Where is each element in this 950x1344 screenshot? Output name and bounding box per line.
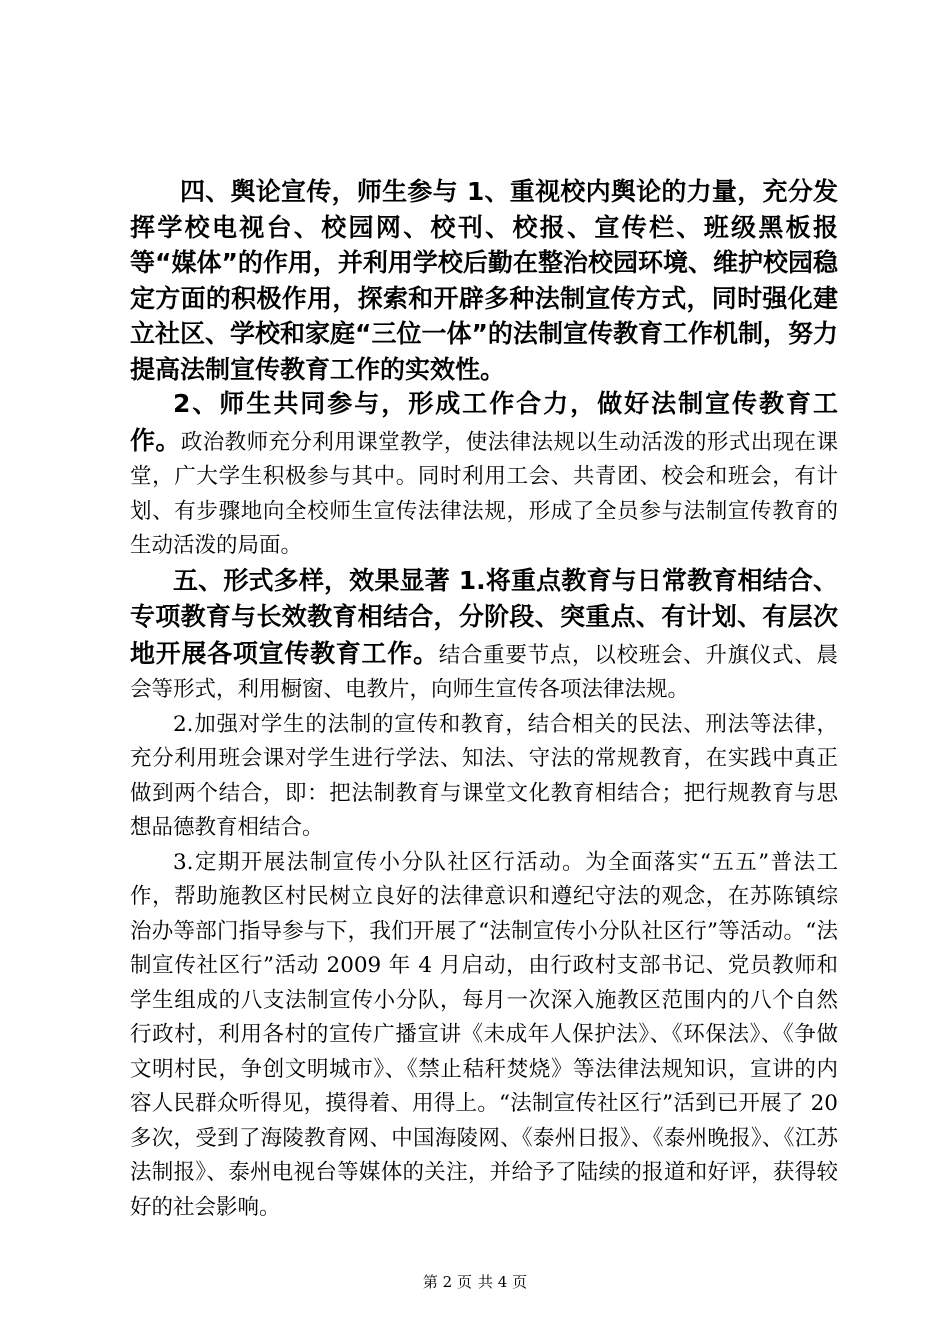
paragraph-community-activity bbox=[130, 846, 838, 1226]
paragraph-lead: 2、师生共同参与，形成工作合力，做好法制宣传教育工作。 bbox=[130, 389, 838, 455]
paragraph-text: 3.定期开展法制宣传小分队社区行活动。为全面落实“五五”普法工作，帮助施教区村民树立良好的法律意识和遵纪守法的观念，在苏陈镇综治办等部门指导参与下，我们开展了“法制宣传小分队社区行”等活动。“法制宣传社区行”活动 2009 年 4 月启动，由行政村支部书记、党员教师和学生组成的八支法制宣传小分队，每月一次深入施教区范围内的八个自然行政村，利用各村的宣传广播宣讲《未成年人保护法》、《环保法》、《争做文明村民，争创文明城市》、《禁止秸秆焚烧》等法律法规知识，宣讲的内容人民群众听得见，摸得着、用得上。“法制宣传社区行”活到已开展了 20 多次，受到了海陵教育网、中国海陵网、《泰州日报》、《泰州晚报》、《江苏法制报》、泰州电视台等媒体的关注，并给予了陆续的报道和好评，获得较好的社会影响。 bbox=[130, 849, 838, 1220]
paragraph-lead: 五、形式多样，效果显著 1.将重点教育与日常教育相结合、专项教育与长效教育相结合，分阶段、突重点、有计划、有层次地开展各项宣传教育工作。 bbox=[130, 565, 838, 668]
paragraph-legal-education bbox=[130, 708, 838, 846]
page-number: 第 2 页 bbox=[422, 1273, 472, 1291]
paragraph-section-four bbox=[130, 174, 838, 387]
page-footer bbox=[0, 1272, 950, 1292]
document-body bbox=[130, 174, 838, 1225]
paragraph-text: 政治教师充分利用课堂教学，使法律法规以生动活泼的形式出现在课堂，广大学生积极参与其中。同时利用工会、共青团、校会和班会，有计划、有步骤地向全校师生宣传法律法规，形成了全员参与法制宣传教育的生动活泼的局面。 bbox=[130, 429, 838, 558]
page-total: 共 4 页 bbox=[478, 1273, 528, 1291]
paragraph-teacher-student-participation bbox=[130, 387, 838, 564]
paragraph-section-five bbox=[130, 564, 838, 708]
paragraph-text: 2.加强对学生的法制的宣传和教育，结合相关的民法、刑法等法律，充分利用班会课对学生进行学法、知法、守法的常规教育，在实践中真正做到两个结合，即：把法制教育与课堂文化教育相结合；把行规教育与思想品德教育相结合。 bbox=[130, 711, 838, 840]
paragraph-text: 四、舆论宣传，师生参与 1、重视校内舆论的力量，充分发挥学校电视台、校园网、校刊、校报、宣传栏、班级黑板报等“媒体”的作用，并利用学校后勤在整治校园环境、维护校园稳定方面的积极作用，探索和开辟多种法制宣传方式，同时强化建立社区、学校和家庭“三位一体”的法制宣传教育工作机制，努力提高法制宣传教育工作的实效性。 bbox=[130, 177, 838, 384]
paragraph-text: 结合重要节点，以校班会、升旗仪式、晨会等形式，利用橱窗、电教片，向师生宣传各项法律法规。 bbox=[130, 642, 838, 702]
